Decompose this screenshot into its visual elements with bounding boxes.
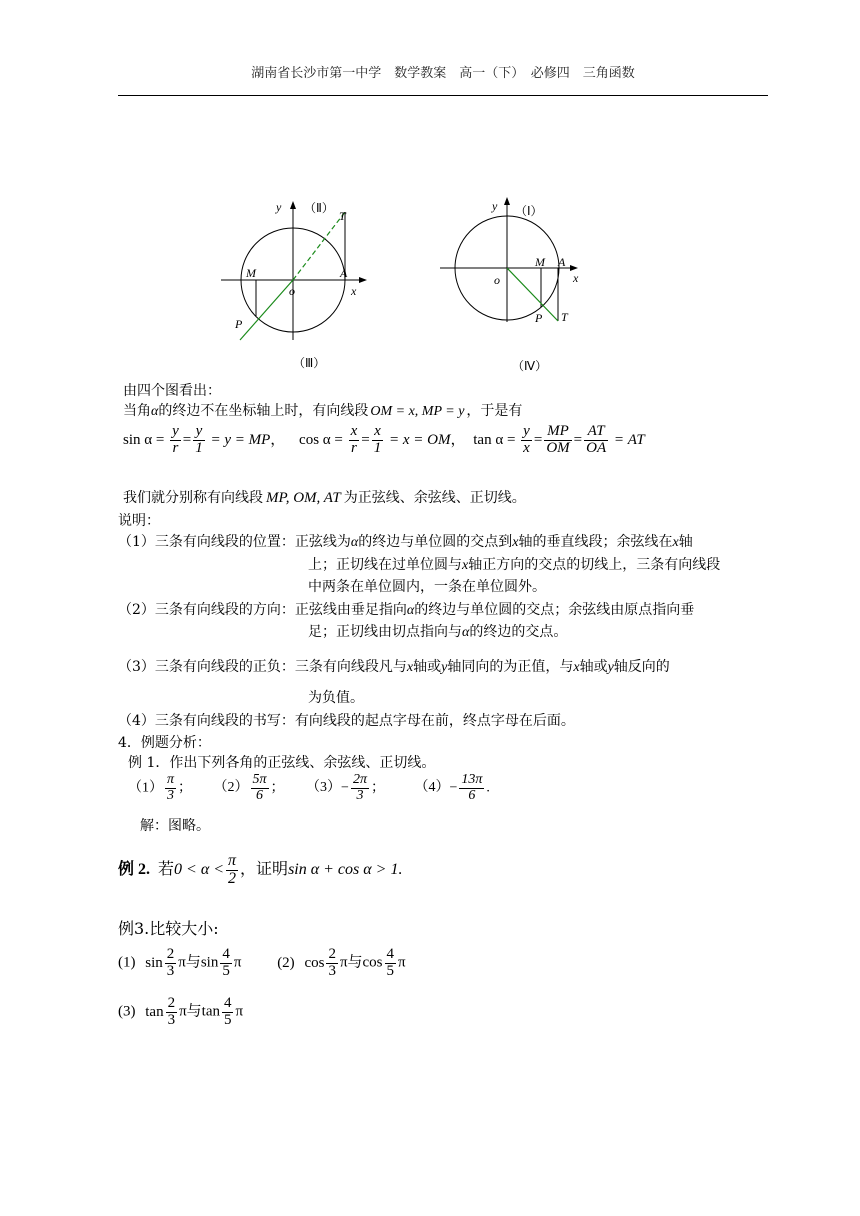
- note-item-3-line-1: [118, 656, 670, 676]
- x-axis-arrow: [359, 277, 367, 283]
- fraction: [584, 424, 608, 457]
- fraction: [251, 773, 269, 803]
- note-item-3-line-2: 为负值。: [308, 690, 364, 706]
- cos-rhs: = x = OM: [389, 431, 451, 448]
- example-3-title: 例3.比较大小:: [118, 919, 219, 938]
- fraction: [222, 996, 234, 1029]
- fraction: [220, 947, 232, 980]
- pi-symbol: π: [398, 954, 406, 971]
- text: 正弦线为: [294, 534, 351, 550]
- denominator: 3: [356, 787, 364, 803]
- note-item-2-line-1: [118, 599, 694, 619]
- page-header: 湖南省长沙市第一中学 数学教案 高一（下） 必修四 三角函数: [251, 66, 635, 81]
- fraction: [326, 947, 338, 980]
- denominator: 3: [166, 962, 175, 979]
- point-p-label: P: [235, 317, 243, 331]
- note-item-1-line-3: 中两条在单位圆内，一条在单位圆外。: [308, 579, 546, 595]
- example-1-solution: 解：图略。: [140, 818, 210, 834]
- denominator: r: [172, 439, 179, 456]
- text: 三条有向线段凡与: [294, 659, 407, 675]
- numerator: 2: [166, 946, 175, 962]
- denominator: 3: [328, 962, 336, 979]
- cos-func: cos: [304, 954, 325, 971]
- denominator: 1: [373, 439, 382, 456]
- y-axis-label: y: [276, 200, 282, 214]
- text: π与tan: [179, 1003, 220, 1020]
- denominator: 2: [228, 869, 237, 887]
- minus-sign: −: [341, 780, 349, 796]
- tan-func: tan: [145, 1003, 164, 1020]
- item-number: （1）: [128, 780, 163, 796]
- point-t-label: T: [339, 209, 346, 223]
- fraction: [544, 424, 571, 457]
- denominator: 6: [256, 787, 264, 803]
- numerator: 2π: [352, 772, 367, 787]
- alpha-symbol: α: [462, 625, 470, 640]
- x-symbol: x: [512, 535, 519, 550]
- item-number: (2): [277, 954, 295, 971]
- text: 的终边与单位圆的交点到: [358, 534, 513, 550]
- quadrant-label-iv: （Ⅳ）: [512, 359, 548, 373]
- numerator: 4: [386, 946, 395, 962]
- item-number: （2）: [213, 780, 249, 796]
- separator: .: [486, 780, 490, 796]
- separator: ，: [270, 431, 286, 448]
- origin-label: o: [289, 284, 295, 298]
- text: π与cos: [339, 954, 383, 971]
- text: π与sin: [178, 954, 219, 971]
- numerator: x: [372, 424, 384, 441]
- numerator: y: [172, 423, 179, 439]
- quadrant-label-ii: （Ⅱ）: [304, 201, 334, 215]
- numerator: MP: [544, 424, 571, 441]
- tan-formula: tan α = $\frac{y}{x}$ = $\frac{MP}{OM}$ = $\frac{AT}{OA}$ = AT: [473, 423, 645, 456]
- numerator: 2: [167, 995, 176, 1011]
- fraction: [165, 947, 177, 980]
- text: 的终边与单位圆的交点；余弦线由原点指向垂: [414, 602, 695, 618]
- denominator: r: [351, 439, 357, 456]
- x-symbol: x: [672, 535, 679, 550]
- fraction: [170, 424, 181, 457]
- item-label: （2）三条有向线段的方向：: [118, 602, 295, 618]
- example-label: 例 2.: [118, 860, 151, 878]
- math-om-mp: OM = x, MP = y: [370, 404, 465, 419]
- text: 轴反向的: [613, 659, 670, 675]
- definition-formulas: [123, 424, 645, 457]
- fraction: [226, 853, 238, 888]
- denominator: 1: [195, 439, 203, 456]
- sin-lhs: sin α =: [123, 431, 165, 448]
- terminal-extension: [293, 212, 345, 280]
- fraction: [351, 773, 369, 803]
- denominator: x: [523, 439, 530, 456]
- cos-lhs: cos α =: [299, 431, 343, 448]
- text: 轴同向的为正值，与: [447, 659, 574, 675]
- item-label: （3）三条有向线段的正负：: [118, 659, 295, 675]
- numerator: π: [167, 772, 175, 787]
- numerator: 2: [328, 946, 336, 962]
- claim: sin α + cos α > 1.: [288, 860, 403, 878]
- denominator: 5: [222, 962, 230, 979]
- x-axis-label: x: [351, 284, 357, 298]
- example-3-items-1-2: [118, 947, 406, 980]
- item-number: （3）: [306, 780, 342, 796]
- numerator: 13π: [461, 772, 483, 787]
- section-4-heading: 4．例题分析：: [118, 735, 211, 751]
- alpha-symbol: α: [406, 603, 415, 618]
- separator: ，: [450, 431, 466, 448]
- text: 的终边的交点。: [469, 624, 568, 640]
- x-symbol: x: [406, 660, 414, 675]
- point-a-label: A: [558, 255, 566, 269]
- intro-line-1: 由四个图看出：: [123, 383, 221, 399]
- tan-lhs: tan α =: [473, 431, 516, 448]
- names-definition-line: [123, 487, 526, 507]
- denominator: OM: [546, 439, 570, 456]
- note-item-1-line-1: [118, 531, 693, 551]
- tan-rhs: = AT: [613, 431, 645, 448]
- point-m-label: M: [535, 255, 545, 269]
- alpha-symbol: α: [151, 404, 159, 419]
- text: 轴的垂直线段；余弦线在: [518, 534, 673, 550]
- unit-circle-figure-1-4: [440, 190, 600, 380]
- text: 当角: [123, 403, 151, 419]
- text: 轴或: [413, 659, 442, 675]
- example-2: [118, 853, 402, 888]
- cos-formula: cos α = $\frac{x}{r}$ = $\frac{x}{1}$ = x = OM，: [299, 423, 466, 456]
- numerator: 5π: [252, 772, 267, 787]
- text: ，证明: [240, 860, 289, 878]
- pi-symbol: π: [235, 1003, 244, 1020]
- item-label: （4）三条有向线段的书写：: [118, 713, 295, 729]
- text: 轴或: [579, 659, 608, 675]
- fraction: [193, 424, 205, 457]
- separator: ；: [370, 780, 385, 796]
- numerator: y: [523, 423, 530, 439]
- minus-sign: −: [449, 780, 458, 796]
- text: 为正弦线、余弦线、正切线。: [343, 490, 526, 506]
- point-p-label: P: [535, 311, 543, 325]
- y-axis-arrow: [290, 201, 296, 209]
- text: 正弦线由垂足指向: [294, 602, 407, 618]
- denominator: 5: [223, 1011, 232, 1028]
- separator: ；: [270, 780, 285, 796]
- unit-circle-figure-2-3: [215, 190, 380, 375]
- fraction: [372, 424, 384, 457]
- fraction: [166, 996, 178, 1029]
- fraction: [165, 773, 176, 803]
- denominator: 5: [386, 962, 395, 979]
- item-number: (3): [118, 1003, 136, 1020]
- item-number: (1): [118, 954, 136, 971]
- pi-symbol: π: [233, 954, 242, 971]
- text: 的终边不在坐标轴上时，有向线段: [158, 403, 369, 419]
- denominator: OA: [586, 439, 607, 456]
- text: 轴: [678, 534, 693, 550]
- example-1-angles: [128, 773, 490, 803]
- point-m-label: M: [246, 266, 256, 280]
- numerator: AT: [584, 424, 608, 441]
- fraction: [521, 424, 532, 457]
- text: 轴正方向的交点的切线上，三条有向线段: [468, 557, 721, 573]
- fraction: [385, 947, 397, 980]
- inequality: 0 < α <: [174, 860, 225, 878]
- y-symbol: y: [441, 660, 448, 675]
- fraction: [349, 424, 360, 457]
- sin-func: sin: [145, 954, 163, 971]
- text: ，于是有: [466, 403, 523, 419]
- y-axis-arrow: [504, 197, 510, 205]
- item-number: （4）: [414, 780, 450, 796]
- quadrant-label-i: （Ⅰ）: [515, 204, 543, 218]
- separator: ；: [178, 780, 193, 796]
- math-segments: MP, OM, AT: [266, 490, 341, 506]
- example-3-item-3: [118, 996, 243, 1029]
- numerator: π: [228, 852, 237, 869]
- point-t-label: T: [561, 310, 568, 324]
- y-symbol: y: [607, 660, 614, 675]
- example-1-title: 例 1．作出下列各角的正弦线、余弦线、正切线。: [128, 755, 436, 771]
- numerator: x: [350, 423, 358, 439]
- y-axis-label: y: [492, 199, 498, 213]
- origin-label: o: [494, 273, 500, 287]
- denominator: 6: [468, 787, 476, 803]
- point-a-label: A: [340, 266, 348, 280]
- note-item-1-line-2: [308, 554, 720, 574]
- quadrant-label-iii: （Ⅲ）: [293, 356, 326, 370]
- text: 若: [158, 860, 175, 878]
- x-axis-label: x: [573, 271, 579, 285]
- alpha-symbol: α: [350, 535, 359, 550]
- text: 有向线段的起点字母在前，终点字母在后面。: [294, 713, 575, 729]
- sin-formula: sin α = $\frac{y}{r}$ = $\frac{y}{1}$ = y = MP，: [123, 423, 286, 456]
- text: 我们就分别称有向线段: [123, 490, 263, 506]
- denominator: 3: [167, 1011, 176, 1028]
- numerator: 4: [222, 946, 230, 962]
- text: 足；正切线由切点指向与: [308, 624, 462, 640]
- note-heading: 说明：: [118, 513, 160, 529]
- x-symbol: x: [462, 558, 469, 573]
- intro-line-2: [123, 400, 522, 420]
- note-item-4-line-1: [118, 710, 575, 730]
- numerator: 4: [223, 995, 232, 1011]
- denominator: 3: [167, 787, 174, 803]
- numerator: y: [193, 424, 205, 441]
- header-rule: [118, 95, 768, 96]
- x-symbol: x: [573, 660, 580, 675]
- text: 上；正切线在过单位圆与: [308, 557, 462, 573]
- note-item-2-line-2: [308, 621, 567, 641]
- sin-rhs: = y = MP: [210, 431, 271, 448]
- fraction: [459, 773, 484, 803]
- item-label: （1）三条有向线段的位置：: [118, 534, 295, 550]
